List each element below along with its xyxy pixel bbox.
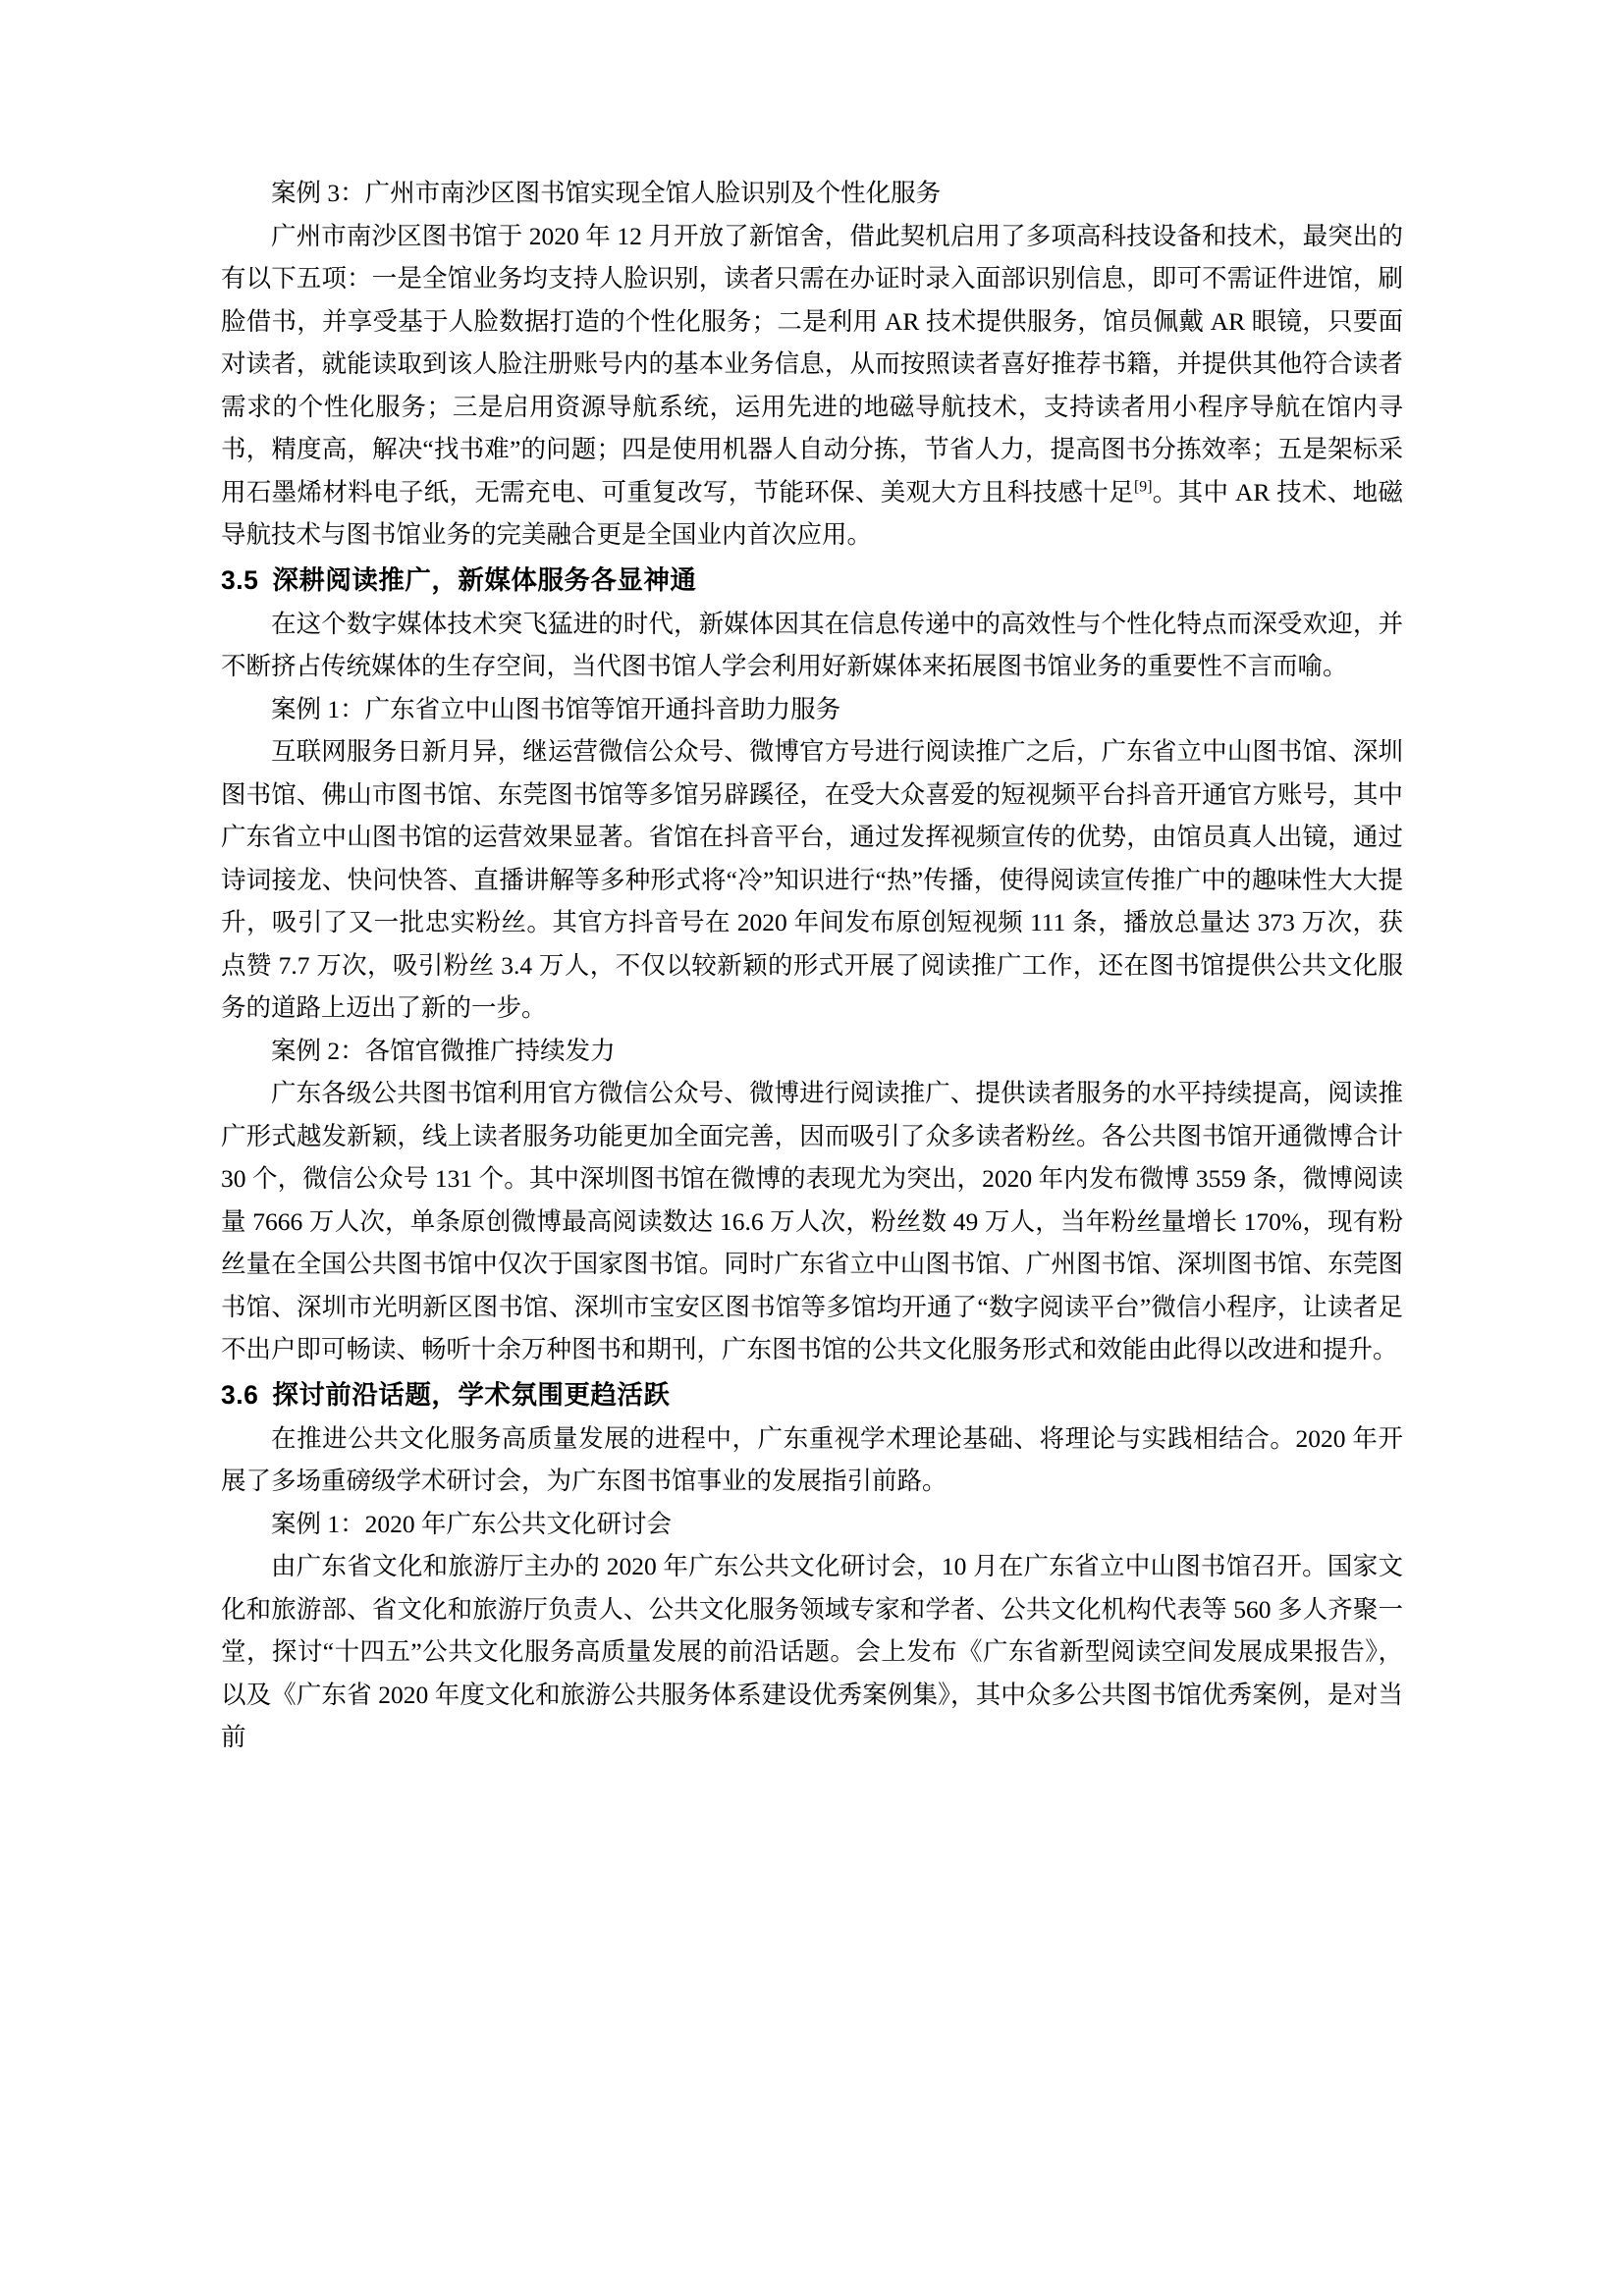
paragraph-case3-body — [221, 215, 1403, 557]
heading-3-5-label: 深耕阅读推广，新媒体服务各显神通 — [272, 564, 697, 595]
document-body — [221, 172, 1403, 1759]
paragraph-3-6-intro: 在推进公共文化服务高质量发展的进程中，广东重视学术理论基础、将理论与实践相结合。2020 年开展了多场重磅级学术研讨会，为广东图书馆事业的发展指引前路。 — [221, 1423, 1403, 1495]
heading-3-6 — [221, 1373, 1403, 1417]
heading-3-5 — [221, 559, 1403, 603]
heading-3-5-number: 3.5 — [221, 564, 259, 595]
case-title-1-seminar: 案例 1：2020 年广东公共文化研讨会 — [271, 1509, 673, 1538]
heading-3-6-number: 3.6 — [221, 1379, 259, 1410]
paragraph-3-5-intro: 在这个数字媒体技术突飞猛进的时代，新媒体因其在信息传递中的高效性与个性化特点而深受欢迎，并不断挤占传统媒体的生存空间，当代图书馆人学会利用好新媒体来拓展图书馆业务的重要性不言而喻。 — [221, 609, 1403, 680]
citation-marker-9: [9] — [1134, 478, 1153, 495]
case-title-2-weibo: 案例 2：各馆官微推广持续发力 — [271, 1036, 616, 1065]
paragraph-case3-text-after: 。其中 AR 技术、地磁导航技术与图书馆业务的完美融合更是全国业内首次应用。 — [221, 477, 1403, 549]
heading-3-6-label: 探讨前沿话题，学术氛围更趋活跃 — [272, 1379, 671, 1410]
paragraph-case1-douyin: 互联网服务日新月异，继运营微信公众号、微博官方号进行阅读推广之后，广东省立中山图书馆、深圳图书馆、佛山市图书馆、东莞图书馆等多馆另辟蹊径，在受大众喜爱的短视频平台抖音开通官方账号，其中广东省立中山图书馆的运营效果显著。省馆在抖音平台，通过发挥视频宣传的优势，由馆员真人出镜，通过诗词接龙、快问快答、直播讲解等多种形式将“冷”知识进行“热”传播，使得阅读宣传推广中的趣味性大大提升，吸引了又一批忠实粉丝。其官方抖音号在 2020 年间发布原创短视频 111 条，播放总量达 373 万次，获点赞 7.7 万次，吸引粉丝 3.4 万人，不仅以较新颖的形式开展了阅读推广工作，还在图书馆提供公共文化服务的道路上迈出了新的一步。 — [221, 737, 1403, 1022]
paragraph-case1-seminar: 由广东省文化和旅游厅主办的 2020 年广东公共文化研讨会，10 月在广东省立中山图书馆召开。国家文化和旅游部、省文化和旅游厅负责人、公共文化服务领域专家和学者、公共文化机构代表等 560 多人齐聚一堂，探讨“十四五”公共文化服务高质量发展的前沿话题。会上发布《广东省新型阅读空间发展成果报告》，以及《广东省 2020 年度文化和旅游公共服务体系建设优秀案例集》，其中众多公共图书馆优秀案例，是对当前 — [221, 1552, 1403, 1751]
case-title-1-douyin: 案例 1：广东省立中山图书馆等馆开通抖音助力服务 — [271, 694, 841, 723]
case-title-3: 案例 3：广州市南沙区图书馆实现全馆人脸识别及个性化服务 — [271, 179, 942, 207]
paragraph-case2-weibo: 广东各级公共图书馆利用官方微信公众号、微博进行阅读推广、提供读者服务的水平持续提高，阅读推广形式越发新颖，线上读者服务功能更加全面完善，因而吸引了众多读者粉丝。各公共图书馆开通微博合计 30 个，微信公众号 131 个。其中深圳图书馆在微博的表现尤为突出，2020 年内发布微博 3559 条，微博阅读量 7666 万人次，单条原创微博最高阅读数达 16.6 万人次，粉丝数 49 万人，当年粉丝量增长 170%，现有粉丝量在全国公共图书馆中仅次于国家图书馆。同时广东省立中山图书馆、广州图书馆、深圳图书馆、东莞图书馆、深圳市光明新区图书馆、深圳市宝安区图书馆等多馆均开通了“数字阅读平台”微信小程序，让读者足不出户即可畅读、畅听十余万种图书和期刊，广东图书馆的公共文化服务形式和效能由此得以改进和提升。 — [221, 1079, 1403, 1363]
paragraph-case3-text: 广州市南沙区图书馆于 2020 年 12 月开放了新馆舍，借此契机启用了多项高科技设备和技术，最突出的有以下五项：一是全馆业务均支持人脸识别，读者只需在办证时录入面部识别信息，即可不需证件进馆，刷脸借书，并享受基于人脸数据打造的个性化服务；二是利用 AR 技术提供服务，馆员佩戴 AR 眼镜，只要面对读者，就能读取到该人脸注册账号内的基本业务信息，从而按照读者喜好推荐书籍，并提供其他符合读者需求的个性化服务；三是启用资源导航系统，运用先进的地磁导航技术，支持读者用小程序导航在馆内寻书，精度高，解决“找书难”的问题；四是使用机器人自动分拣，节省人力，提高图书分拣效率；五是架标采用石墨烯材料电子纸，无需充电、可重复改写，节能环保、美观大方且科技感十足 — [221, 221, 1403, 507]
